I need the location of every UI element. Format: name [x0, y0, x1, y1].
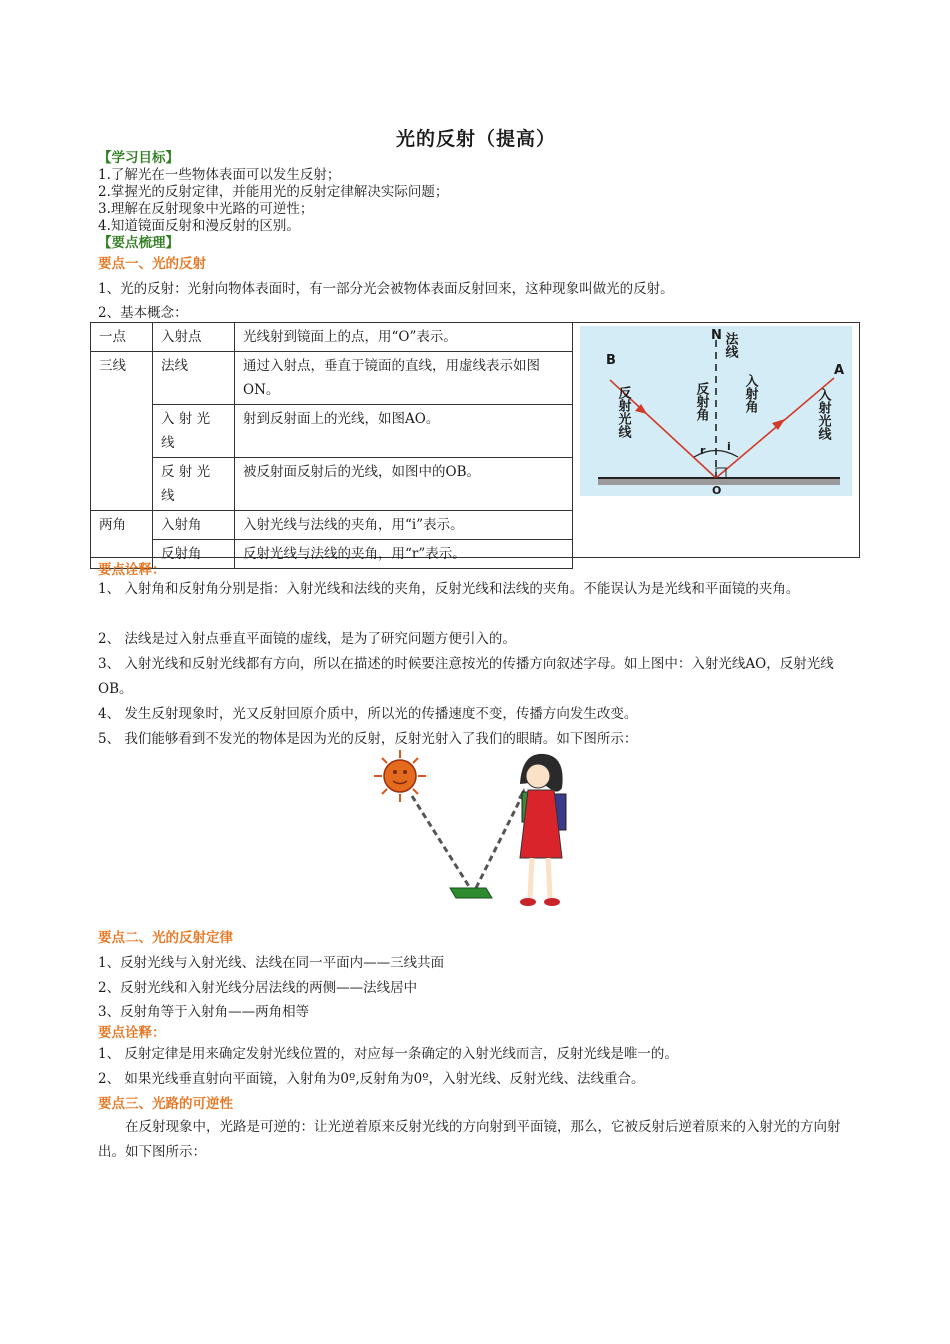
table-cell: 入射角: [153, 511, 235, 540]
table-cell: 两角: [91, 511, 153, 569]
table-cell: 反 射 光 线: [153, 458, 235, 511]
label-incident-ray: 入射光线: [815, 388, 831, 440]
reflected-light-path: [476, 792, 524, 888]
label-B: B: [606, 353, 616, 368]
table-cell: 法线: [153, 352, 235, 405]
reflection-illustration: [372, 748, 572, 914]
table-cell: 一点: [91, 323, 153, 352]
note-item: 1、 反射定律是用来确定发射光线位置的，对应每一条确定的入射光线而言，反射光线是唯一的。: [98, 1046, 678, 1062]
incident-light-path: [412, 796, 470, 888]
table-row: [91, 323, 573, 352]
label-r: r: [700, 444, 706, 457]
sun-icon: [374, 750, 426, 802]
page-title: 光的反射（提高）: [395, 128, 556, 150]
table-cell: 入 射 光 线: [153, 405, 235, 458]
table-cell: 射到反射面上的光线，如图AO。: [235, 405, 573, 458]
note-item: 5、 我们能够看到不发光的物体是因为光的反射，反射光射入了我们的眼睛。如下图所示：: [98, 731, 638, 747]
table-cell: 光线射到镜面上的点，用“O”表示。: [235, 323, 573, 352]
label-reflected-ray: 反射光线: [615, 386, 631, 438]
table-row: [91, 458, 573, 511]
label-incidence-angle: 入射角: [742, 374, 758, 413]
goal-item: 2.掌握光的反射定律，并能用光的反射定律解决实际问题；: [98, 184, 449, 200]
note-item: 2、 法线是过入射点垂直平面镜的虚线，是为了研究问题方便引入的。: [98, 631, 516, 647]
table-row: [91, 405, 573, 458]
point1-heading: 要点一、光的反射: [98, 256, 206, 272]
label-i: i: [727, 440, 731, 453]
girl-icon: [520, 754, 566, 906]
label-A: A: [834, 363, 845, 378]
law-item: 1、反射光线与入射光线、法线在同一平面内——三线共面: [98, 955, 445, 971]
table-row: [91, 511, 573, 540]
point1-notes-heading: 要点诠释：: [98, 562, 166, 578]
label-N: N: [711, 328, 722, 343]
concepts-table: [90, 322, 573, 569]
table-cell: 反射光线与法线的夹角，用“r”表示。: [235, 540, 573, 569]
key-points-heading: 【要点梳理】: [98, 235, 179, 251]
point1-definition: 1、光的反射：光射向物体表面时，有一部分光会被物体表面反射回来，这种现象叫做光的反射。: [98, 281, 674, 297]
goals-heading: 【学习目标】: [98, 150, 179, 166]
reflection-diagram: [580, 326, 852, 496]
goal-item: 1.了解光在一些物体表面可以发生反射；: [98, 167, 341, 183]
goal-item: 3.理解在反射现象中光路的可逆性；: [98, 201, 314, 217]
book-icon: [450, 888, 492, 898]
note-item: 4、 发生反射现象时，光又反射回原介质中，所以光的传播速度不变，传播方向发生改变。: [98, 706, 638, 722]
point1-concepts-label: 2、基本概念：: [98, 305, 188, 321]
point2-heading: 要点二、光的反射定律: [98, 930, 233, 946]
label-O: O: [712, 484, 722, 496]
note-item: 2、 如果光线垂直射向平面镜，入射角为0º,反射角为0º，入射光线、反射光线、法线重合。: [98, 1071, 645, 1087]
note-item: 3、 入射光线和反射光线都有方向，所以在描述的时候要注意按光的传播方向叙述字母。如上图中：入射光线AO，反射光线OB。: [98, 656, 834, 697]
table-cell: 入射光线与法线的夹角，用“i”表示。: [235, 511, 573, 540]
table-cell: 被反射面反射后的光线，如图中的OB。: [235, 458, 573, 511]
point3-text: 在反射现象中，光路是可逆的：让光逆着原来反射光线的方向射到平面镜，那么，它被反射后逆着原来的入射光的方向射出。如下图所示：: [98, 1119, 841, 1160]
label-reflection-angle: 反射角: [693, 382, 709, 421]
goal-item: 4.知道镜面反射和漫反射的区别。: [98, 218, 300, 234]
label-normal: 法线: [722, 332, 738, 358]
point3-heading: 要点三、光路的可逆性: [98, 1096, 233, 1112]
table-cell: 三线: [91, 352, 153, 511]
table-cell: 反射角: [153, 540, 235, 569]
table-cell: 通过入射点，垂直于镜面的直线，用虚线表示如图ON。: [235, 352, 573, 405]
law-item: 3、反射角等于入射角——两角相等: [98, 1004, 310, 1020]
point2-notes-heading: 要点诠释：: [98, 1025, 166, 1041]
table-cell: 入射点: [153, 323, 235, 352]
law-item: 2、反射光线和入射光线分居法线的两侧——法线居中: [98, 980, 418, 996]
note-item: 1、 入射角和反射角分别是指：入射光线和法线的夹角，反射光线和法线的夹角。不能误认为是光线和平面镜的夹角。: [98, 581, 800, 597]
table-row: [91, 352, 573, 405]
